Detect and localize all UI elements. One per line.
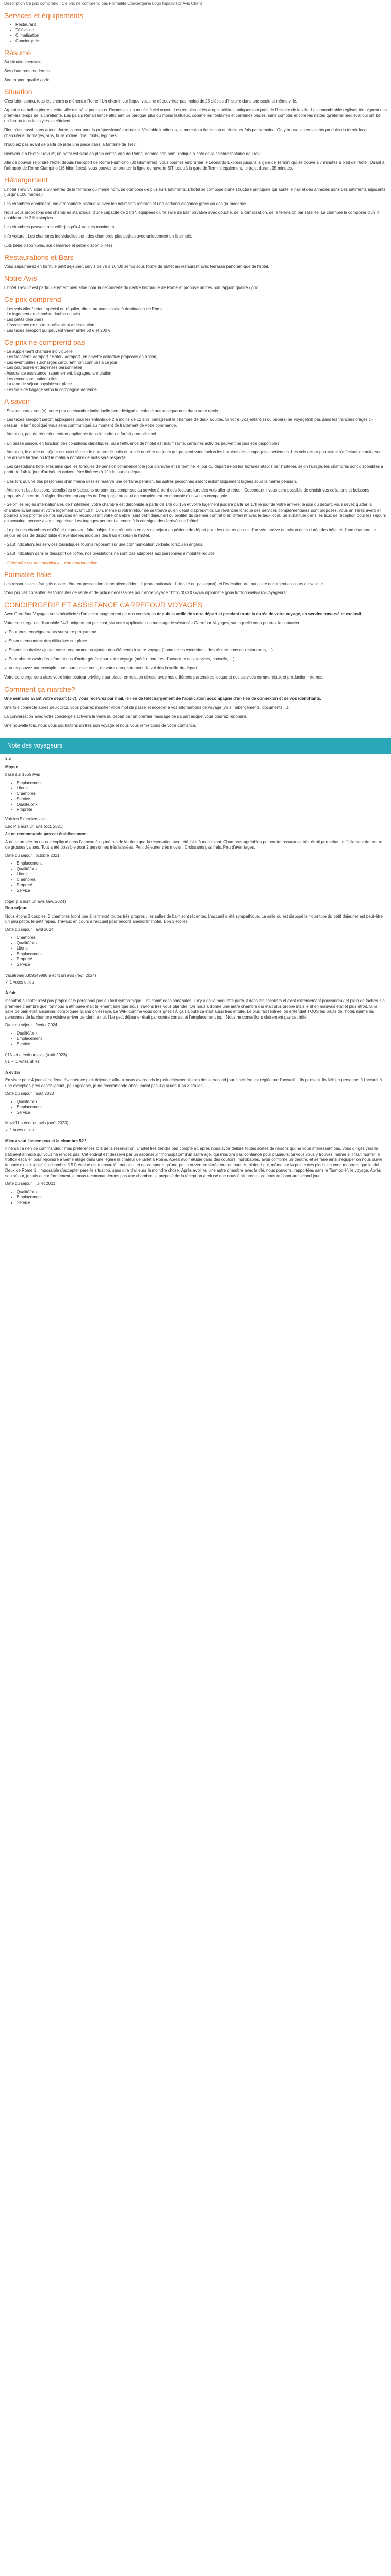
review-title: À fuir ! <box>5 990 19 995</box>
review-item <box>5 1139 386 1206</box>
pas-comprend-line: - Les frais de bagage selon la compagnie aérienne <box>4 387 97 392</box>
hebergement-paragraph: Les chambres peuvent accueillir jusqu'à 4 adultes maximum. <box>4 225 116 230</box>
notes-header-bar: Note des voyageurs <box>0 738 391 754</box>
review-votes: 01 ✓ 1 votes utiles <box>5 1059 40 1064</box>
pas-comprend-line: - La taxe de séjour payable sur place <box>4 382 72 387</box>
rating-criterion: • Literie <box>17 786 386 791</box>
review-date: Date du séjour : octobre 2021 <box>5 853 60 858</box>
situation-paragraph: N'oubliez pas avant de partir de jeter une pièce dans la fontaine de Trévi ! <box>4 142 139 147</box>
review-author: Mazk11 a écrit un avis (août 2023) <box>5 1121 69 1126</box>
rating-criterion: • Qualité/prix <box>17 802 386 808</box>
review-item <box>5 1070 386 1116</box>
rating-count: basé sur 1556 Avis <box>5 772 40 777</box>
review-criterion: • Service <box>17 962 386 968</box>
savoir-footnote: - Cette offre est non modifiable - non remboursable <box>4 560 97 565</box>
review-body: À notre arrivée on nous a expliqué dans l'annexe à qq mètres de là alors que la réservation avait été faite à mon avant. Chambres agréables par contre assurance très étroit permettant difficilement de mettre de grosses valises. Tout a été possible pour 2 personnes très laissées. Petit déjeuner très moyen. Croissants pas frais. Peu d'avantages. <box>5 839 383 850</box>
rating-criterion: • Emplacement <box>17 781 386 786</box>
savoir-paragraph: - Si vous partez seul(e), votre prix en chambre individuelle sera désigné et calculé automatiquement dans votre devis. <box>4 408 219 413</box>
review-title: Bon séjour <box>5 906 27 911</box>
review-criterion: • Literie <box>17 872 386 877</box>
resume-line: Sa situation centrale <box>4 59 42 64</box>
pas-comprend-line: - Le supplément chambre individuelle <box>4 349 73 354</box>
review-title: A éviter <box>5 1070 21 1075</box>
comment-title: Comment ça marche? <box>4 685 75 693</box>
savoir-paragraph: - Les prestations hôtelières ainsi que les formules de pension commencent le jour d'arrivée et se termine le jour du départ selon les horaires établis par l'hôtelier, selon l'usage, les chambres sont disponibles à partir de 14h le jour d'arrivée et doivent être libérées à 12h le jour du départ. <box>4 464 383 475</box>
review-author: Vacationer6309349988 a écrit un avis (févr. 2024) <box>5 973 96 978</box>
avis-title: Notre Avis <box>4 274 37 283</box>
restaurants-title: Restaurations et Bars <box>4 253 74 262</box>
review-item <box>5 1053 386 1065</box>
savoir-paragraph: - Selon les règles internationales de l'hôtellerie, votre chambre est disponible à partir de 14h ou 15h et votre logement jusqu'à partir de 17h le jour de votre arrivée, le jour du départ, vous devez quitter la chambre avant midi et votre logement avant 10 h, 10h, même si votre retour ne se trouve qu'en début d'après-midi. En revanche lorsque des services complémentaires sont proposés, vous en serez averti et pourrez alors profiter de nos services en reconduisant votre chambre (sauf petit déjeuner) ou profiter du premier contrat bien différent avec le taux local. Se substituer dans les taux de réception pour les séjours en semaine, pensez à vous organiser. Les bagages pourront attendre à la consigne dès l'arrivée de l'hôtel. <box>4 502 386 523</box>
review-criterion: • Service <box>17 1042 386 1047</box>
rating-label: Moyen <box>5 764 19 769</box>
review-item <box>5 973 386 986</box>
review-votes: ✓ 1 votes utiles <box>5 1128 34 1132</box>
savoir-paragraph: - Les taxes aéroport seront appliquées pour les enfants de 2 à moins de 12 ans, partageant la chambre de deux adultes. Si votre (vos)enfant(s) ou bébé(s) ne voyage(nt) pas dans les tranches d'âges ci-dessus, le tarif appliqué vous sera communiqué au moment de traitement de votre commande. <box>4 417 373 428</box>
review-criteria <box>5 1031 386 1047</box>
pas-comprend-line: - Assurance assistance, rapatriement, bagages, annulation <box>4 370 112 376</box>
services-list <box>4 22 387 44</box>
review-criterion: • Emplacement <box>17 952 386 957</box>
review-criterion: • Service <box>17 1200 386 1206</box>
review-author: 01Nilet a écrit un avis (août 2023) <box>5 1052 67 1057</box>
concierge-point: ✓ Pour tous renseignements sur votre programme. <box>4 630 98 635</box>
review-criterion: • Chambres <box>17 935 386 941</box>
review-criterion: • Literie <box>17 946 386 952</box>
situation-paragraph: Arpenter de belles pierres, cette ville est bâtie pour vous. Romes est un musée à ciel ouvert. Les temples et les amphithéâtres antiques tout près de l'histoire de la ville. Les innombrables églises témoignent des premiers temps de la chrétienté. Les palais Renaissance affichent un baroque plus ou moins fastueux, comme les fontaines et certaines places, sans compter encore les nattes qu'éterne médiéval qui ont bel un lieu où tous les styles se côtoient. <box>4 108 387 124</box>
resume-line: Son rapport qualité / prix <box>4 77 50 82</box>
comprend-line: - Les vols aller / retour spécial ou régulier, direct ou avec escale à destination de Rome <box>4 306 163 311</box>
review-body: En visite pour 4 jours Une fente évacuée ce petit déjeuner affreux nous avons pris le petit déjeuner ailleurs dès le second jour. La chère est réglée par l'accueil ... ils pensent. Ils ©® Un personnel à l'accueil à une exception près désobligeant, peu agréable, je ne recommande absolument pas 3 à si rien 4 on 3 étoiles <box>5 1078 382 1088</box>
concierge-title: CONCIERGERIE ET ASSISTANCE CARREFOUR VOYAGES <box>4 600 203 609</box>
pas-comprend-line: - Les pourboires et dépenses personnelles <box>4 365 83 370</box>
savoir-paragraph: - Attention, le durée du séjour est calculée sur le nombre de nuits et non le nombre de jours qui peuvent varier selon les horaires des compagnies aériennes. Les vols retour pourraient s'effectuer de nuit avec une arrivée tardive ou tôt le matin à nombre de nuits sera respecté. <box>4 450 382 460</box>
situation-title: Situation <box>4 88 32 96</box>
formalite-link[interactable]: Vous pouvez consulter les formalités de santé et de police nécessaires pour votre voyage : http://XXXXXwww.diplomatie.gouv.fr/fr/conseils-aux-voyageurs/ <box>4 590 287 596</box>
pas-comprend-title: Ce prix ne comprend pas <box>4 338 85 347</box>
concierge-paragraph: Votre concierge est disponible 24/7 uniquement par chat, via votre application de messagerie sécurisée Carrefour Voyages, sur laquelle vous pourrez le contacter : <box>4 620 302 625</box>
concierge-paragraph <box>4 612 387 617</box>
review-item <box>5 899 386 968</box>
comprend-line: - Les petits déjeuners <box>4 317 44 322</box>
comprend-title: Ce prix comprend <box>4 295 61 304</box>
notes-section <box>4 756 387 1206</box>
hebergement-paragraph: Nous vous proposons des chambres standards, d'une capacité de 2 lits*, équipées d'une salle de bain privative avec douche, de la climatisation, de la télévision par satellite. La chambre le composer d'un lit double ou de 2 lits simples. <box>4 210 380 221</box>
review-criterion: • Emplacement <box>17 861 386 867</box>
review-author: Eric P a écrit un avis (oct. 2021) <box>5 824 64 829</box>
see-last-reviews-link[interactable]: Voir les 5 derniers avis <box>5 816 47 821</box>
service-item: • Conciergerie <box>15 39 387 44</box>
review-date: Date du séjour : août 2023 <box>5 1091 54 1096</box>
comprend-line: - Les taxes aéroport qui peuvent varier entre 50 € et 200 € <box>4 328 111 333</box>
rating-criterion: • Propreté <box>17 807 386 813</box>
service-item: • Télévision <box>15 28 387 33</box>
review-body: Nous étions 3 couples, 3 chambres (dont une à l'annexe) toutes très propres , les salles de bain sont récentes. L'accueil a été sympathique. La salle ou est disposé la nourriture du petit déjeuner est peut-être un peu petite, le petit repas. Travaux en cours à l'accueil pour encore améliorer l'hôtel. Bon 3 étoiles <box>5 913 383 924</box>
review-criteria <box>5 1099 386 1116</box>
pas-comprend-list <box>4 349 387 393</box>
review-criteria <box>5 1190 386 1206</box>
hebergement-paragraph: Info voiture : Les chambres individuelles sont des chambres plus petites avec uniquement un lit simple. <box>4 234 192 239</box>
concierge-point: ✓ Si vous souhaitez ajouter votre programme ou ajouter des éléments à votre voyage (comme des excursions, des réservations de restaurants, ...) <box>4 648 273 653</box>
comment-paragraph: Une fois connecté après deux clics, vous pourrez modifier votre mot de passe et accéder à vos informations de voyage (vols, hébergements, documents,...). <box>4 705 290 710</box>
review-criterion: • Propreté <box>17 957 386 962</box>
rating-score: 3.5 <box>5 756 11 761</box>
review-criteria <box>5 861 386 893</box>
comment-paragraph: La conversation avec votre concierge s'activera la veille du départ par un premier message de sa part auquel vous pourrez répondre. <box>4 714 248 719</box>
savoir-paragraph: - Sauf indication, les services touristiques fournis reposent sur une communication verbale, lorsqu'en anglais. <box>4 542 204 547</box>
service-item: • Climatisation <box>15 33 387 39</box>
review-body: Inconfort à l'hôtel n'est pas propre et le personnel pas du tout sympathique. Les commodes sont sales, il n'y a de la moquette partout dans les escaliers et c'est extrêmement poussiéreux et plein de taches. La première chambre que l'on nous a attribuée était tellement sale que nous n'avons très vous plaindre. On nous a donné une autre chambre qui était plus propre mais le lit en mauvais état et plus étroit. Si la salle de bain était ancienne, compliquée quand on essaye. Le WiFi comme vous consignez ! À ça s'ajoute ça était aussi très étroite. Le plus fait l'entrée, on entendait TOUS les bruits de l'hôtel, même les personnes de la chambre voisine arriver pendant la nuit ! Le petit déjeuner était par contre correct et l'emplacement top ! Nous ne conseillons clairement pas cet hôtel. <box>5 998 385 1020</box>
review-date: Date du séjour : avril 2024 <box>5 927 54 932</box>
review-title: Je ne recommande pas cet établissement. <box>5 832 88 837</box>
hebergement-title: Hébergement <box>4 176 48 184</box>
review-criterion: • Propreté <box>17 883 386 888</box>
comprend-line: - Le logement en chambre double ou twin <box>4 312 80 317</box>
savoir-paragraph: - Sauf indication dans le descriptif de l'offre, nos prestations ne sont pas adaptées aux personnes à mobilité réduite. <box>4 551 216 556</box>
comment-paragraph: Une semaine avant votre départ (J-7), vous recevrez par mail, le lien de téléchargement de l'application accompagné d'un lien de connexion et de vos identifiants. <box>4 696 321 701</box>
review-votes: ✓ 1 votes utiles <box>5 980 34 985</box>
review-criteria <box>5 935 386 968</box>
comprend-list <box>4 307 387 334</box>
situation-paragraph: C'est bien connu, tous les chemins mènent à Rome ! Un chemin sur lequel vous ne découvrirez pas moins de 28 siècles d'histoire dans une seule et même ville. <box>4 98 297 104</box>
concierge-point: ✓ Pour obtenir avoir des informations d'ordre général sur votre voyage (météo, horaires d'ouverture des services, conseils, ...) <box>4 656 235 662</box>
savoir-title: A savoir <box>4 397 30 406</box>
rating-criterion: • Chambres <box>17 791 386 797</box>
review-author: roger p a écrit un avis (avr. 2024) <box>5 899 66 904</box>
concierge-text: Avec Carrefour Voyages vous bénéficiez d'un accompagnement de nos concierges <box>4 612 157 617</box>
situation-paragraph: Afin de pouvoir rejoindre l'hôtel depuis l'aéroport de Rome Fiumicino (30 kilomètres), vous pourrez emprunter le Leonardo Express jusqu'à la gare de Termini qui se trouve à 7 minutes à pied de l'hôtel. Quant à l'aéroport de Rome Ciampino (16 kilomètres), vous pouvez emprunter la ligne de navette SIT jusqu'à la gare de Termini également, le trajet durant 35 minutes. <box>4 160 385 171</box>
review-criterion: • Service <box>17 1110 386 1116</box>
review-criterion: • Service <box>17 888 386 894</box>
pas-comprend-line: - Les excursions optionnelles <box>4 376 58 381</box>
pas-comprend-line: - Les transferts aéroport / Hôtel / aéroport (en navette collective proposés en option) <box>4 354 158 360</box>
review-criterion: • Qualité/prix <box>17 1099 386 1105</box>
service-item: • Restaurant <box>15 22 387 28</box>
review-criterion: • Emplacement <box>17 1195 386 1200</box>
rating-criterion: • Service <box>17 796 386 802</box>
rating-criteria-list <box>5 781 386 813</box>
concierge-point: ✓ Vous pouvez par exemple, tous jours poser vous, de votre enregistrement de vol dès la veille du départ. <box>4 666 199 671</box>
concierge-emphasis: depuis la veille de votre départ et pendant toute la durée de votre voyage, en service traversé et exclusif. <box>157 612 363 617</box>
formalite-title: Formalité Italie <box>4 570 52 579</box>
tab-strip-text: Description Ce prix comprend : Ce prix ne comprend pas Formalité Conciergerie Logo tripadvisor Avis Client <box>4 1 202 6</box>
resume-title: Résumé <box>4 48 31 57</box>
hebergement-paragraph: (Lits bébé disponibles, sur demande et selon disponibilités) <box>4 243 112 248</box>
review-criterion: • Chambres <box>17 877 386 883</box>
hebergement-paragraph: Les chambres combinent une atmosphère historique avec les bâtiments romains et une certaine élégance grâce au design moderne. <box>4 201 247 206</box>
avis-paragraph: L'hôtel Trevi 3* est particulièrement bien situé pour la découverte du centre historique de Rome et propose un très bon rapport qualité / prix. <box>4 285 259 290</box>
review-body: Il ne sait à rien de commandeur mes préférences lors de la réservation. L'hôtel très tiendra pas compte et, après nous avoir délibré toutes sortes de raisons qui ne vous intéressent pas, vous dirigez vers le bâtiment annexe qui vous ne rendez pas. Cet endroit est desservi par un ascenseur "monospace" d'un autre âge, qui n'inspire pas confiance pour plusieurs. Si vous vous y trouvez, même si il faut monter le trottoir escalier pour rejoindre à 5ème étage dans une légère la chaleur de juillet à Rome. Après avoir étudié dans des couloirs improbables, avoir contorné un théâtre, et se faire ainsi s'équiper on nous ouvre la porte d'un "rugbie" (la chambre 5.51) évalué est mansardé, tout petit, et ne comporte qu'une petite ouverture vitrée tout en haut du plafond qui, même sur la pointe des pieds, ne vous montrera que le ciel. Deux de Rome 1 : impossible d'accepter pareille situation, sans dire d'ailleurs la moindre chose. Après avoir vu une autre chambre avec la clé, nous pouvons, rapportées sans le "bambolé", le voyage. Après son séjour, je suis et conformément, et nous recommanderons pas une chambre, le préposé de la réception à refusé que nous était promis, ce nous refusant au second jour. <box>5 1146 383 1178</box>
review-date: Date du séjour : février 2024 <box>5 1023 57 1028</box>
concierge-paragraph: Votre concierge sera alors votre interlocuteur privilégié sur place, en relation directe avec nos différents partenaires locaux et nos services commerciaux et production internes. <box>4 674 324 680</box>
savoir-paragraph: - Dès lors qu'une des personnes d'un même dossier réserve une certaine pension, les autres personnes seront automatiquement logées sous la même pension. <box>4 479 297 484</box>
review-criterion: • Emplacement <box>17 1105 386 1110</box>
comprend-line: - L'assistance de notre représentant à destination <box>4 323 94 328</box>
comment-paragraph: Une nouvelle fois, nous vous souhaitons un très bon voyage et nous vous remercions de votre confiance. <box>4 723 197 728</box>
review-item <box>5 991 386 1047</box>
savoir-paragraph: - Attention, pas de réduction enfant applicable dans le cadre de forfait promotionnel. <box>4 432 157 437</box>
formalite-paragraph: Les ressortissants français doivent être en possession d'une pièce d'identité (carte nationale d'identité ou passeport), et l'exécution de tout autre document en cours de validité. <box>4 581 324 586</box>
services-title: Services et équipements <box>4 11 84 20</box>
review-criterion: • Qualité/prix <box>17 1031 386 1037</box>
review-item <box>5 824 386 893</box>
pas-comprend-line: - Les éventuelles surcharges carburant non connues à ce jour <box>4 360 118 365</box>
review-criterion: • Emplacement <box>17 1036 386 1042</box>
review-title: Mieux vaut l'ascenseur et la chambre 52 ! <box>5 1138 87 1143</box>
review-date: Date du séjour : juillet 2023 <box>5 1181 55 1187</box>
resume-line: Ses chambres modernes <box>4 69 50 74</box>
hebergement-paragraph: L'hôtel Trevi 3*, situé à 50 mètres de la fontaine du même nom, se compose de plusieurs bâtiments. L'hôtel se compose d'une structure principale qui abrite le hall et des annexes dans des bâtiments adjacents. (jusqu'à 100 mètres.) <box>4 187 387 197</box>
savoir-paragraph: - Le prix des chambres et d'hôtel ne pouvant faire l'objet d'une réduction en cas de séjour en période de départ pour les retours en cas d'arrivée tardive en raison de la durée des hôtel et d'une chambre, le séjour en cas de disponibilité et éventuelles indiqués des frais et selon la l'hôtel. <box>4 528 376 538</box>
situation-paragraph: Rien n'est aussi, sans aucun doute, conçu pour la (re)passionnée romaine. Véritable institution, le mercato a fleuraison et plusieurs fois par semaine. On y trouve les excellents produits du terroir local : charcuterie, fromages, vins, huile d'olive, miel, fruits, légumes. <box>4 127 370 138</box>
situation-paragraph: Bienvenue à l'Hôtel Trevi 3*, un hôtel est situé en plein centre-ville de Rome, comme son nom l'indique à côté de la célèbre fontaine de Trevi. <box>4 151 262 156</box>
review-criterion: • Qualité/prix <box>17 941 386 946</box>
savoir-paragraph: - Attention : Les boissons alcoolisées et boissons ne sont pas comprises au service à bord des lecteurs lors des vols aller et retour. Cependant il vous sera possible de choisir vos collations et boissons proposés à la carte, à régler directement auprès de l'équipage ou celui du complément en monnaie d'un vol en compagnie. <box>4 488 369 498</box>
review-criterion: • Qualité/prix <box>17 1190 386 1195</box>
savoir-paragraph: - En basse saison, en fonction des conditions climatiques, ou à l'affluence de l'hôtel est insuffisante, certaines activités peuvent ne pas être disponibles. <box>4 440 281 446</box>
review-item <box>5 1121 386 1133</box>
concierge-point: ✓ Si vous rencontrez des difficultés sur place. <box>4 638 88 643</box>
restaurants-paragraph: Vous séjournerez en formule petit déjeuner, servis de 7h à 10h30 servis sous forme de buffet au restaurant avec terrasse panoramique de l'hôtel. <box>4 264 269 269</box>
review-criterion: • Qualité/prix <box>17 867 386 872</box>
